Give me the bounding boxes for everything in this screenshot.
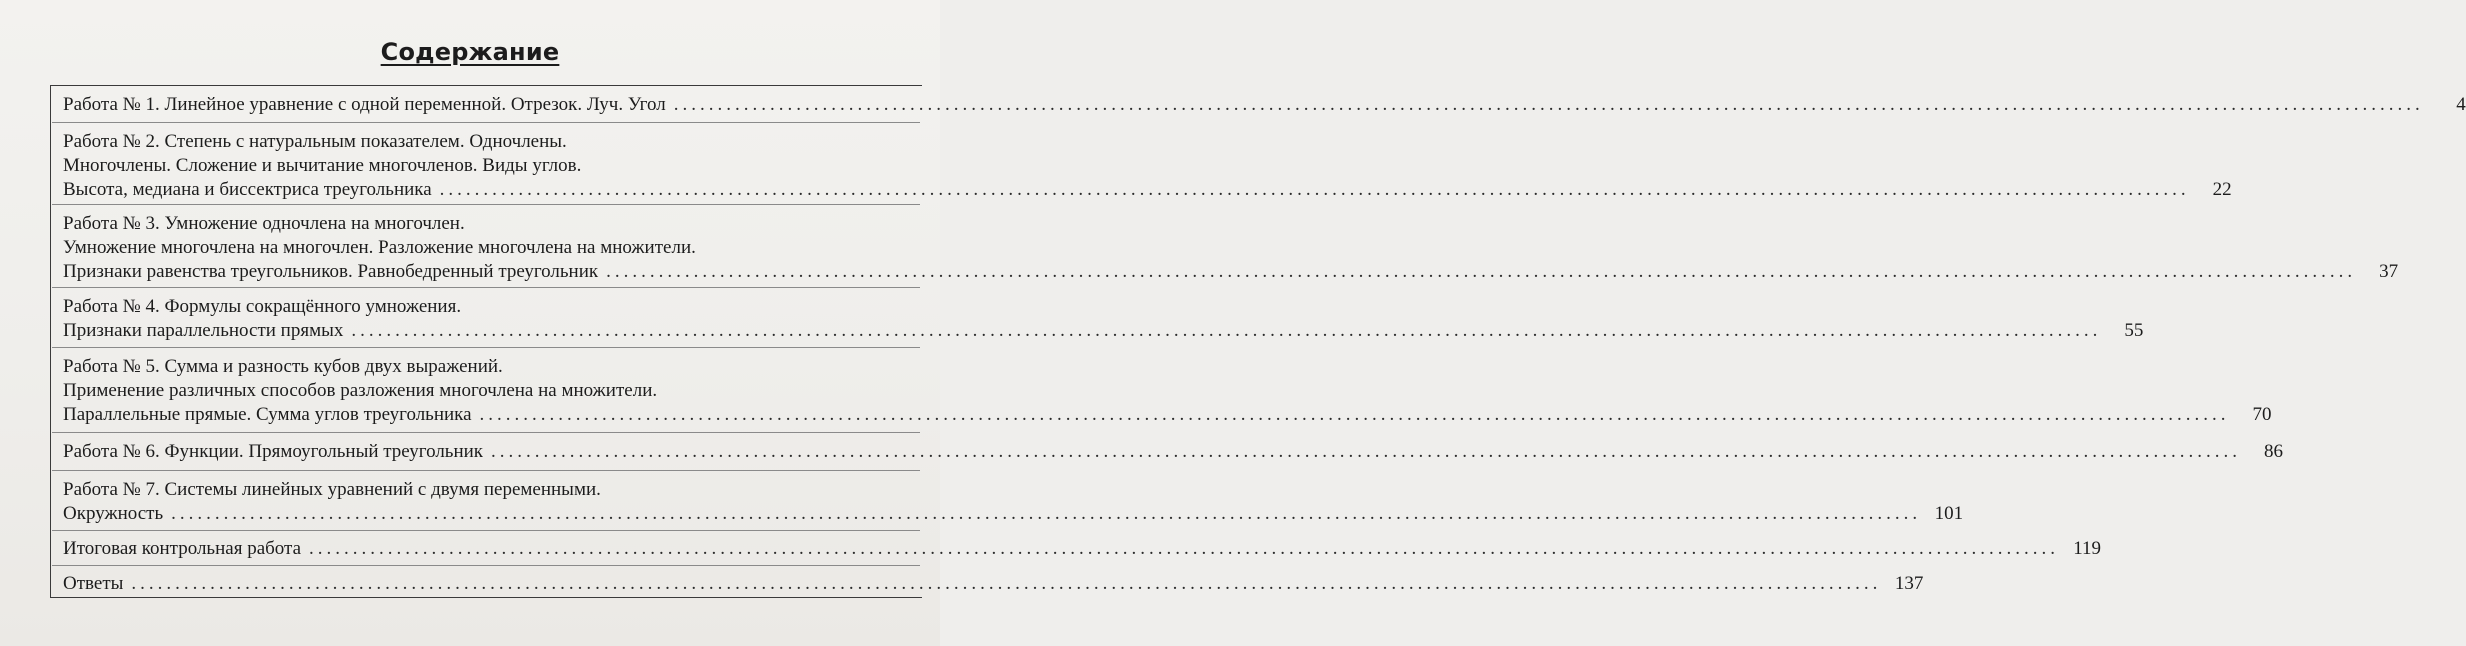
entry-separator	[52, 347, 920, 348]
toc-entry	[63, 295, 2144, 343]
toc-entry-last-line	[63, 178, 2232, 202]
toc-entry	[63, 212, 2399, 284]
dot-leader: ........................................................................................................................................................................................................	[171, 503, 1922, 524]
toc-entry	[63, 478, 1964, 526]
entry-separator	[52, 287, 920, 288]
dot-leader: ........................................................................................................................................................................................................	[131, 573, 1882, 594]
toc-entry-line	[63, 212, 915, 236]
dot-leader: ........................................................................................................................................................................................................	[309, 538, 2060, 559]
toc-entry-text: Применение различных способов разложения многочлена на множители.	[63, 380, 658, 401]
toc-entry	[63, 130, 2232, 202]
entry-separator	[52, 530, 920, 531]
toc-entry-text: Ответы	[63, 573, 124, 594]
entry-separator	[52, 565, 920, 566]
toc-entry-text: Работа № 7. Системы линейных уравнений с двумя переменными.	[63, 479, 601, 500]
toc-entry-text: Многочлены. Сложение и вычитание многочленов. Виды углов.	[63, 155, 582, 176]
toc-entry-last-line	[63, 502, 1964, 526]
toc-entry-text: Работа № 6. Функции. Прямоугольный треугольник	[63, 441, 484, 462]
toc-entry-last-line	[63, 403, 2272, 427]
toc-page-number: 4	[2456, 94, 2466, 115]
dot-leader: ........................................................................................................................................................................................................	[479, 404, 2230, 425]
toc-entry-text: Признаки равенства треугольников. Равнобедренный треугольник	[63, 261, 599, 282]
toc-entry-line	[63, 130, 915, 154]
toc-entry-text: Работа № 1. Линейное уравнение с одной переменной. Отрезок. Луч. Угол	[63, 94, 666, 115]
toc-entry-line	[63, 295, 915, 319]
toc-entry-text: Работа № 5. Сумма и разность кубов двух выражений.	[63, 356, 503, 377]
toc-page-number: 22	[2212, 179, 2232, 200]
dot-leader: ........................................................................................................................................................................................................	[439, 179, 2190, 200]
dot-leader: ........................................................................................................................................................................................................	[673, 94, 2424, 115]
toc-entry-text: Итоговая контрольная работа	[63, 538, 302, 559]
page-title: Содержание	[380, 38, 560, 66]
toc-entry-last-line	[63, 319, 2144, 343]
toc-page-number: 86	[2264, 441, 2284, 462]
entry-separator	[52, 204, 920, 205]
toc-page-number: 137	[1894, 573, 1924, 594]
toc-entry-line	[63, 379, 915, 403]
toc-entry-text: Работа № 4. Формулы сокращённого умножения.	[63, 296, 462, 317]
toc-entry-text: Признаки параллельности прямых	[63, 320, 344, 341]
toc-entry-line	[63, 154, 915, 178]
toc-entry-line	[63, 236, 915, 260]
toc-entry	[63, 440, 2284, 464]
toc-entry	[63, 537, 2102, 561]
toc-entry	[63, 572, 1924, 596]
toc-entry-text: Умножение многочлена на многочлен. Разложение многочлена на множители.	[63, 237, 696, 258]
entry-separator	[52, 470, 920, 471]
toc-page-number: 70	[2252, 404, 2272, 425]
toc-page-number: 119	[2073, 538, 2102, 559]
toc-entry-last-line	[63, 260, 2399, 284]
toc-entry-text: Работа № 2. Степень с натуральным показателем. Одночлены.	[63, 131, 567, 152]
toc-page-number: 55	[2124, 320, 2144, 341]
dot-leader: ........................................................................................................................................................................................................	[606, 261, 2357, 282]
toc-entry	[63, 355, 2272, 427]
toc-entry-line	[63, 478, 915, 502]
toc-page-number: 37	[2379, 261, 2399, 282]
toc-entry	[63, 93, 2466, 117]
entry-separator	[52, 432, 920, 433]
toc-page-number: 101	[1934, 503, 1964, 524]
dot-leader: ........................................................................................................................................................................................................	[491, 441, 2242, 462]
toc-entry-last-line	[63, 440, 2284, 464]
toc-entry-last-line	[63, 93, 2466, 117]
toc-entry-text: Работа № 3. Умножение одночлена на многочлен.	[63, 213, 465, 234]
toc-entry-last-line	[63, 537, 2102, 561]
entry-separator	[52, 122, 920, 123]
toc-entry-line	[63, 355, 915, 379]
toc-entry-text: Параллельные прямые. Сумма углов треугольника	[63, 404, 472, 425]
dot-leader: ........................................................................................................................................................................................................	[351, 320, 2102, 341]
toc-entry-text: Окружность	[63, 503, 164, 524]
toc-entry-text: Высота, медиана и биссектриса треугольника	[63, 179, 432, 200]
toc-entry-last-line	[63, 572, 1924, 596]
